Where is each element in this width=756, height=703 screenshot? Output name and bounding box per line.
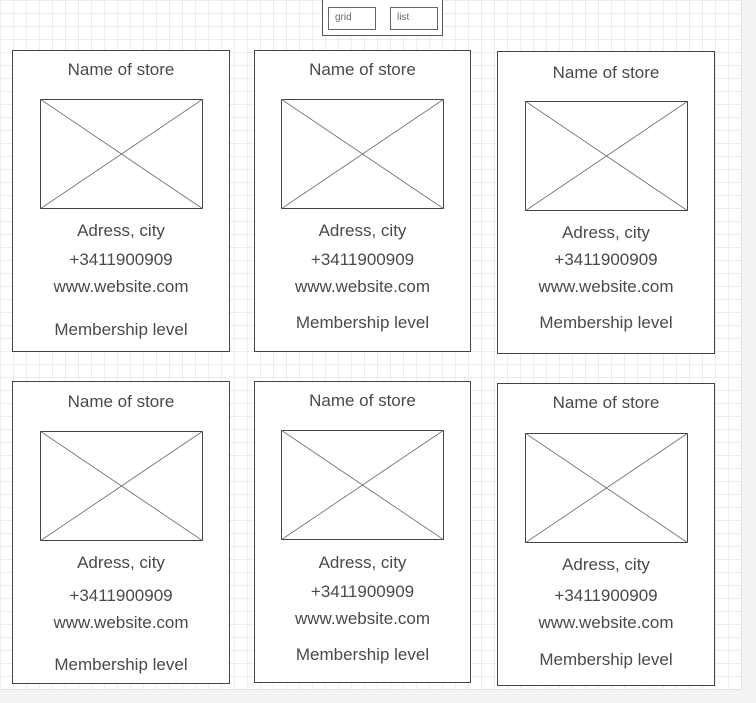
store-card[interactable] bbox=[12, 381, 230, 684]
image-placeholder-icon bbox=[40, 431, 203, 541]
image-placeholder-icon bbox=[281, 430, 444, 540]
store-address: Adress, city bbox=[318, 553, 407, 572]
store-membership: Membership level bbox=[539, 313, 673, 332]
image-placeholder-icon bbox=[525, 433, 688, 543]
store-phone: +3411900909 bbox=[554, 250, 658, 269]
store-phone: +3411900909 bbox=[69, 250, 173, 269]
store-website: www.website.com bbox=[538, 277, 674, 296]
store-membership: Membership level bbox=[295, 313, 430, 332]
store-phone: +3411900909 bbox=[310, 582, 415, 601]
grid-view-button[interactable]: grid bbox=[328, 7, 376, 30]
store-phone: +3411900909 bbox=[554, 586, 658, 605]
store-website: www.website.com bbox=[53, 613, 189, 632]
store-membership: Membership level bbox=[539, 650, 673, 669]
list-view-button[interactable]: list bbox=[390, 7, 438, 30]
store-name: Name of store bbox=[309, 391, 416, 410]
store-address: Adress, city bbox=[318, 221, 407, 240]
store-card[interactable] bbox=[497, 383, 715, 686]
store-name: Name of store bbox=[67, 392, 175, 411]
canvas-margin-right bbox=[742, 0, 756, 703]
store-phone: +3411900909 bbox=[310, 250, 415, 269]
store-name: Name of store bbox=[67, 60, 175, 79]
store-card[interactable] bbox=[254, 50, 471, 352]
store-website: www.website.com bbox=[294, 609, 431, 628]
store-address: Adress, city bbox=[562, 223, 650, 242]
store-name: Name of store bbox=[552, 393, 660, 412]
image-placeholder-icon bbox=[281, 99, 444, 209]
store-address: Adress, city bbox=[77, 553, 165, 572]
store-phone: +3411900909 bbox=[69, 586, 173, 605]
store-card[interactable] bbox=[12, 50, 230, 352]
store-membership: Membership level bbox=[295, 645, 430, 664]
view-toggle bbox=[322, 0, 443, 36]
store-card[interactable] bbox=[497, 51, 715, 354]
store-address: Adress, city bbox=[562, 555, 650, 574]
canvas-margin-bottom bbox=[0, 690, 756, 703]
store-address: Adress, city bbox=[77, 221, 165, 240]
store-membership: Membership level bbox=[54, 320, 188, 339]
image-placeholder-icon bbox=[525, 101, 688, 211]
store-website: www.website.com bbox=[294, 277, 431, 296]
store-website: www.website.com bbox=[53, 277, 189, 296]
store-name: Name of store bbox=[309, 60, 416, 79]
image-placeholder-icon bbox=[40, 99, 203, 209]
store-website: www.website.com bbox=[538, 613, 674, 632]
store-name: Name of store bbox=[552, 63, 660, 82]
store-card[interactable] bbox=[254, 381, 471, 683]
store-membership: Membership level bbox=[54, 655, 188, 674]
